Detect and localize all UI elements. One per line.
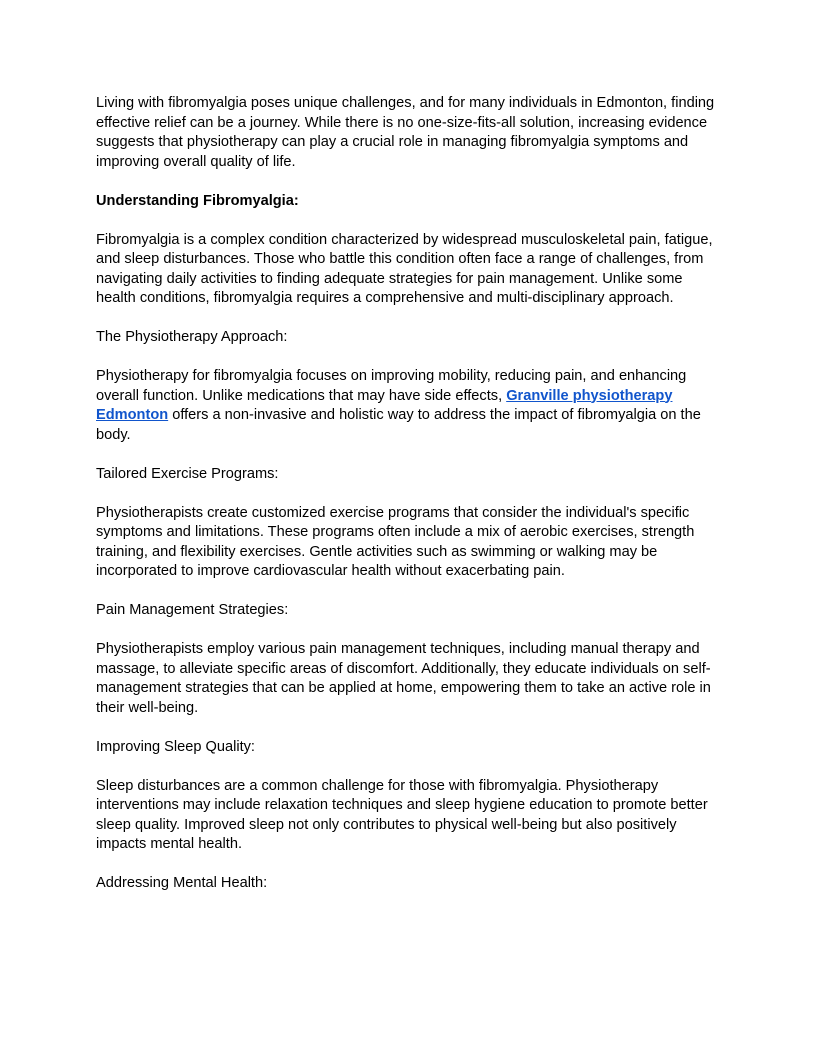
- approach-text-after: offers a non-invasive and holistic way to address the impact of fibromyalgia on the body.: [96, 407, 701, 443]
- approach-paragraph: [96, 367, 720, 445]
- section-heading-sleep: Improving Sleep Quality:: [96, 738, 255, 755]
- section-heading-mental-health: Addressing Mental Health:: [96, 875, 268, 891]
- approach-text-before: Physiotherapy for fibromyalgia focuses on improving mobility, reducing pain, and enhancing overall function. Unlike medications that may have side effects,: [96, 368, 687, 404]
- section-heading-approach: The Physiotherapy Approach:: [96, 329, 288, 345]
- understanding-paragraph: Fibromyalgia is a complex condition characterized by widespread musculoskeletal pain, fatigue, and sleep disturbances. Those who battle this condition often face a range of challenges, from navigating daily activities to finding adequate strategies for pain management. Unlike some health conditions, fibromyalgia requires a comprehensive and multi-disciplinary approach.: [96, 231, 713, 306]
- granville-physiotherapy-link[interactable]: Granville physiotherapy Edmonton: [96, 387, 673, 423]
- intro-paragraph: Living with fibromyalgia poses unique challenges, and for many individuals in Edmonton, finding effective relief can be a journey. While there is no one-size-fits-all solution, increasing evidence suggests that physiotherapy can play a crucial role in managing fibromyalgia symptoms and improving overall quality of life.: [96, 95, 715, 170]
- section-heading-exercise: Tailored Exercise Programs:: [96, 465, 279, 482]
- pain-paragraph: Physiotherapists employ various pain management techniques, including manual therapy and massage, to alleviate specific areas of discomfort. Additionally, they educate individuals on self-management strategies that can be applied at home, empowering them to take an active role in their well-being.: [96, 641, 711, 716]
- document-page: [96, 94, 720, 913]
- sleep-paragraph: Sleep disturbances are a common challenge for those with fibromyalgia. Physiotherapy interventions may include relaxation techniques and sleep hygiene education to promote better sleep quality. Improved sleep not only contributes to physical well-being but also positively impacts mental health.: [96, 777, 708, 852]
- section-heading-understanding: Understanding Fibromyalgia:: [96, 192, 299, 209]
- section-heading-pain: Pain Management Strategies:: [96, 602, 289, 618]
- exercise-paragraph: Physiotherapists create customized exercise programs that consider the individual's specific symptoms and limitations. These programs often include a mix of aerobic exercises, strength training, and flexibility exercises. Gentle activities such as swimming or walking may be incorporated to improve cardiovascular health without exacerbating pain.: [96, 504, 695, 579]
